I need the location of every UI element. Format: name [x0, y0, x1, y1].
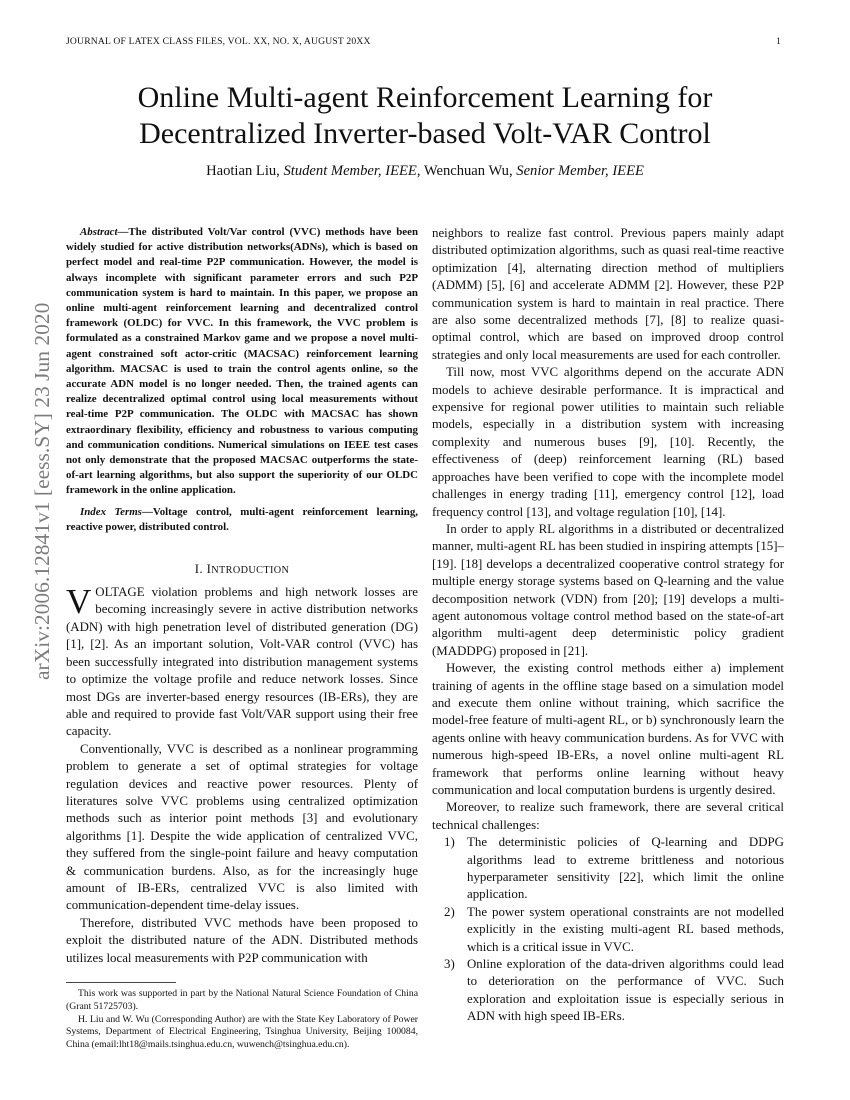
list-item	[432, 834, 784, 904]
right-column	[432, 225, 784, 1026]
list-item	[432, 956, 784, 1026]
intro-paragraph-2: Conventionally, VVC is described as a nonlinear programming problem to generate a set of optimal strategies for voltage regulation devices and reactive power resources. Plenty of literatures solve VVC problems using centralized optimization methods such as interior point methods [3] and evolutionary algorithms [1]. Despite the wide application of centralized VVC, they suffered from the single-point failure and heavy computation & communication burdens. Also, as for the increasingly huge amount of IB-ERs, centralized VVC is also limited with communication-dependent time-delay issues.	[66, 741, 418, 913]
right-paragraph-4: However, the existing control methods either a) implement training of agents in the offline stage based on a simulation model and execute them online without training, which sacrifice the model-free feature of multi-agent RL, or b) synchronously learn the agents online with heavy communication burdens. As for VVC with numerous high-speed IB-ERs, a novel online multi-agent RL framework that performs online learning without heavy communication and local computation burdens is urgently desired.	[432, 661, 784, 797]
list-item-number: 3)	[444, 957, 455, 972]
author-line	[40, 163, 810, 180]
intro-paragraph-3: Therefore, distributed VVC methods have been proposed to exploit the distributed nature of the ADN. Distributed methods utilizes local measurements with P2P communication with	[66, 915, 418, 965]
author-2: , Wenchuan Wu,	[416, 163, 513, 179]
section-number: I.	[194, 562, 207, 577]
section-initial: I	[206, 562, 212, 577]
index-terms-text: —Voltage control, multi-agent reinforcement learning, reactive power, distributed control.	[66, 505, 418, 533]
list-item-text: Online exploration of the data-driven algorithms could lead to deterioration on the performance of VVC. Such exploration and exploitation issue is especially serious in ADN with high speed IB-ERs.	[467, 957, 784, 1024]
list-item	[432, 904, 784, 956]
right-paragraph-5: Moreover, to realize such framework, there are several critical technical challenges:	[432, 800, 784, 832]
author-1-role: Student Member, IEEE	[283, 163, 417, 179]
index-terms	[66, 505, 418, 535]
footnote-affiliation: H. Liu and W. Wu (Corresponding Author) are with the State Key Laboratory of Power Systems, Department of Electrical Engineering, Tsinghua University, Beijing 100084, China (email:lht18@mails.tsinghua.edu.cn, wuwench@tsinghua.edu.cn).	[66, 1013, 418, 1051]
list-item-number: 1)	[444, 835, 455, 850]
intro-paragraph-1-text: OLTAGE violation problems and high network losses are becoming increasingly severe in active distribution networks (ADN) with high penetration level of distributed generation (DG) [1], [2]. As an important solution, Volt-VAR control (VVC) has been successfully integrated into distribution management systems to optimize the voltage profile and reduce network losses. Since most DGs are inverter-based energy resources (IB-ERs), they are able and required to provide fast Volt/VAR support using their free capacity.	[66, 585, 418, 739]
section-title-rest: NTRODUCTION	[211, 565, 290, 577]
abstract-text: —The distributed Volt/Var control (VVC) methods have been widely studied for active distribution networks(ADNs), which is based on perfect model and real-time P2P communication. However, the model is always incomplete with significant parameter errors and such P2P communication system is hard to maintain. In this paper, we propose an online multi-agent reinforcement learning and decentralized control framework (OLDC) for VVC. In this framework, the VVC problem is formulated as a constrained Markov game and we propose a novel multi-agent constrained soft actor-critic (MACSAC) reinforcement learning algorithm. MACSAC is used to train the control agents online, so the accurate ADN model is no longer needed. Then, the trained agents can realize decentralized optimal control using local measurements without real-time P2P communication. The OLDC with MACSAC has shown extraordinary flexibility, efficiency and robustness to various computing and communication conditions. Numerical simulations on IEEE test cases not only demonstrate that the proposed MACSAC outperforms the state-of-art learning algorithms, but also support the superiority of our OLDC framework in the online application.	[66, 226, 418, 497]
index-terms-label: Index Terms	[80, 505, 142, 518]
title-line-1: Online Multi-agent Reinforcement Learning for	[137, 81, 713, 114]
author-2-role: Senior Member, IEEE	[516, 163, 644, 179]
list-item-text: The deterministic policies of Q-learning and DDPG algorithms lead to extreme brittleness and notorious hyperparameter sensitivity [22], which limit the online application.	[467, 835, 784, 902]
title-line-2: Decentralized Inverter-based Volt-VAR Control	[139, 117, 711, 150]
right-paragraph-3: In order to apply RL algorithms in a distributed or decentralized manner, multi-agent RL has been studied in inspiring attempts [15]–[19]. [18] develops a decentralized cooperative control strategy for multiple energy storage systems based on Q-learning and the value decomposition network (VDN) from [20]; [19] develops a multi-agent autonomous voltage control method based on the state-of-art algorithm multi-agent deep deterministic policy gradient (MADDPG) proposed in [21].	[432, 521, 784, 658]
challenge-list	[432, 834, 784, 1025]
author-1: Haotian Liu,	[206, 163, 280, 179]
list-item-text: The power system operational constraints are not modelled explicitly in the existing multi-agent RL based methods, which is a critical issue in VVC.	[467, 904, 784, 954]
footnote-rule	[66, 982, 176, 983]
page-number: 1	[776, 36, 781, 47]
list-item-number: 2)	[444, 904, 455, 919]
left-column	[66, 225, 418, 1052]
section-heading	[66, 562, 418, 577]
paper-title	[40, 80, 810, 152]
footnote-funding: This work was supported in part by the National Natural Science Foundation of China (Grant 51725703).	[66, 988, 418, 1012]
drop-cap: V	[66, 582, 92, 622]
abstract	[66, 225, 418, 499]
right-paragraph-2: Till now, most VVC algorithms depend on the accurate ADN models to achieve desirable performance. It is impractical and expensive for regional power utilities to maintain such reliable models, especially in a distribution system with increasing complexity and numerous buses [9], [10]. Recently, the effectiveness of (deep) reinforcement learning (RL) based approaches have been verified to cope with the incomplete model challenges in energy trading [11], emergency control [12], load frequency control [13], and voltage regulation [10], [14].	[432, 365, 784, 519]
right-paragraph-1: neighbors to realize fast control. Previous papers mainly adapt distributed optimization algorithms, such as quasi real-time reactive optimization [4], alternating direction method of multipliers (ADMM) [5], [6] and accelerate ADMM [2]. However, these P2P communication system is hard to maintain in real practice. There are also some decentralized methods [7], [8] to realize quasi-optimal control, which are based on improved droop control strategies and only local measurements are used for each controller.	[432, 226, 784, 362]
arxiv-stamp: arXiv:2006.12841v1 [eess.SY] 23 Jun 2020	[30, 302, 54, 680]
intro-paragraph-1	[66, 584, 418, 741]
abstract-label: Abstract	[80, 226, 118, 238]
running-header: JOURNAL OF LATEX CLASS FILES, VOL. XX, NO. X, AUGUST 20XX	[66, 36, 371, 47]
